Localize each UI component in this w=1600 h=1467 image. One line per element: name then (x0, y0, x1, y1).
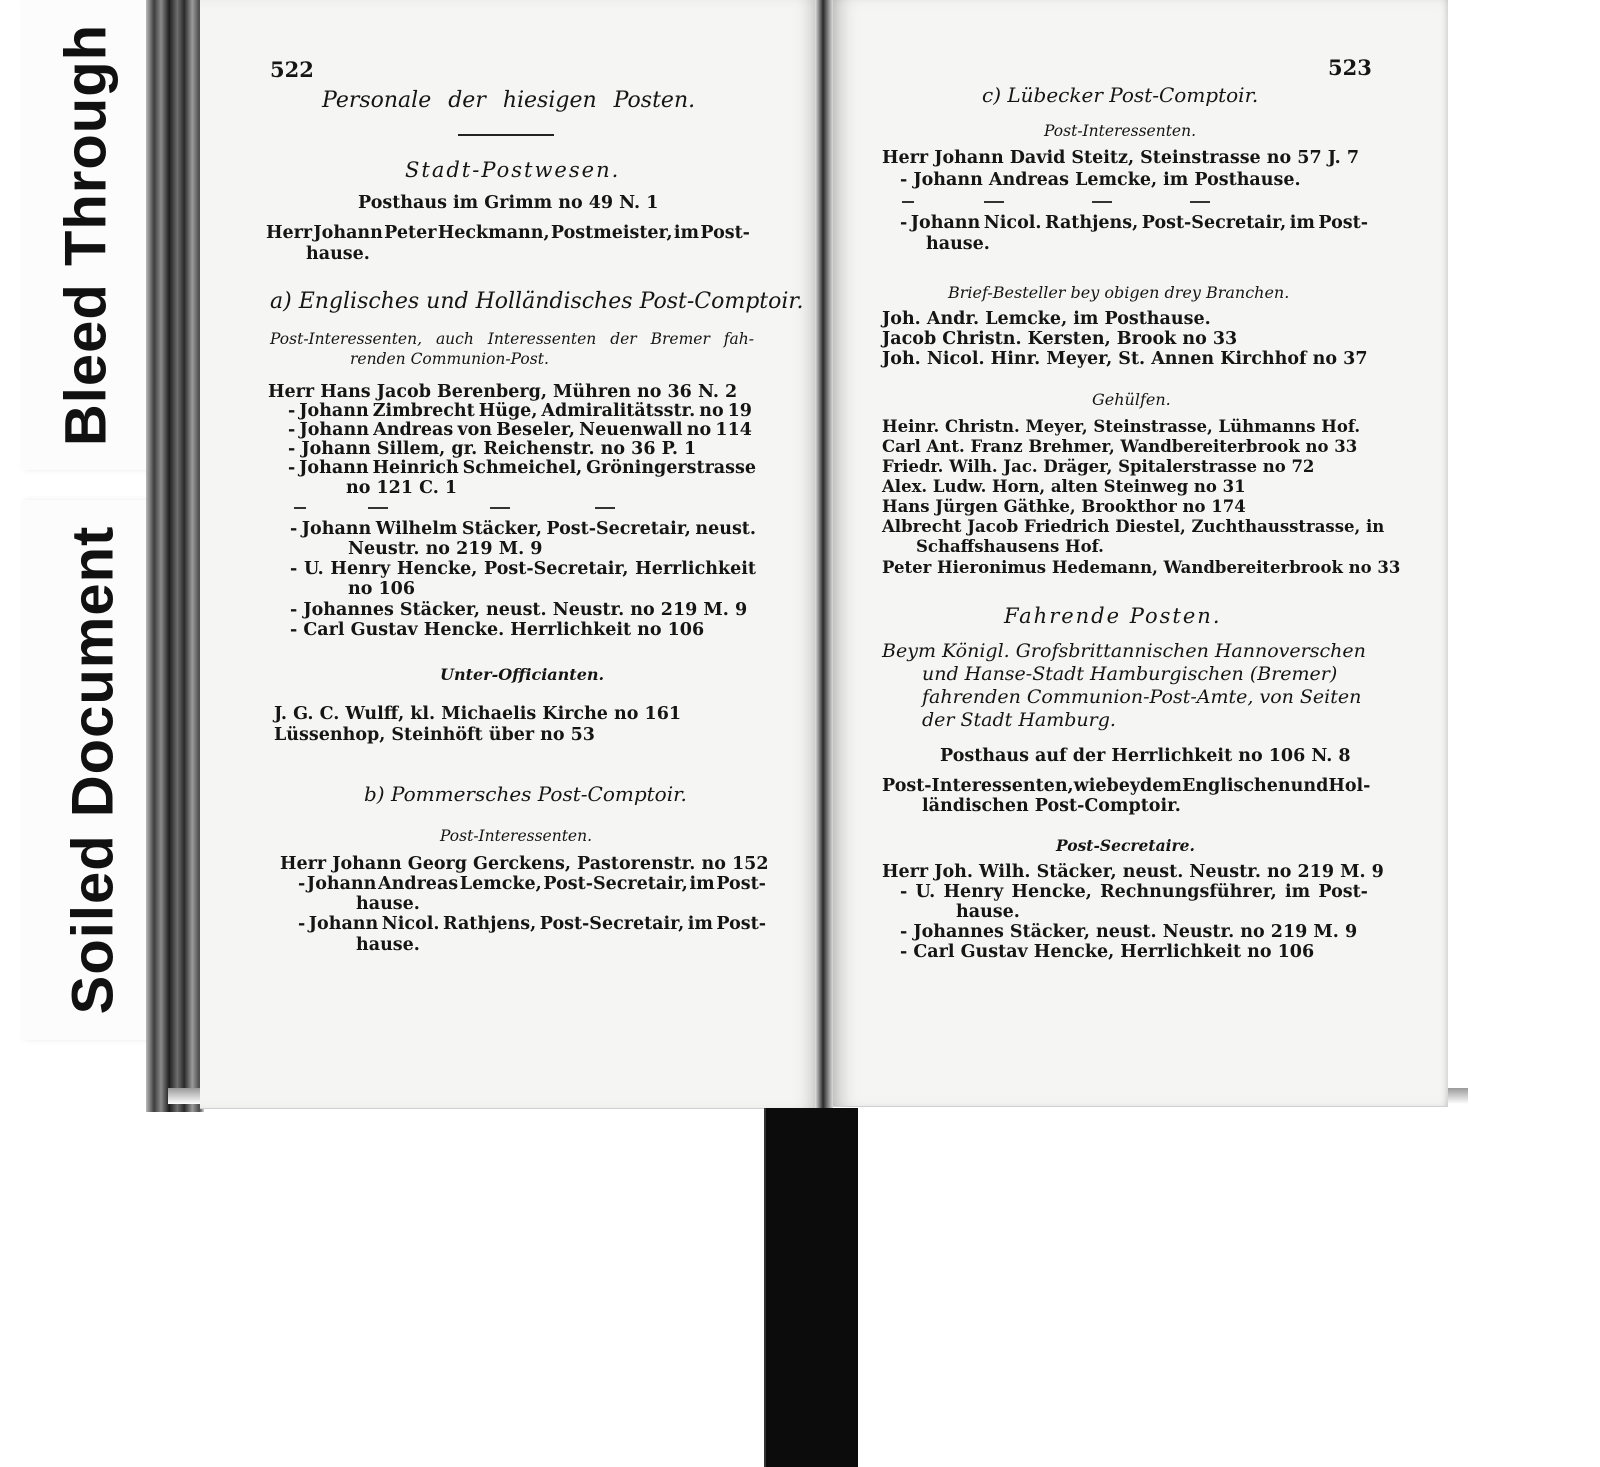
brief-besteller-heading: Brief-Besteller bey obigen drey Branchen. (948, 283, 1290, 302)
list-item: - Johann Andreas von Beseler, Neuenwall no 114 (288, 420, 752, 440)
section-b-sub: Post-Interessenten. (440, 827, 593, 845)
list-item: - Johannes Stäcker, neust. Neustr. no 219 M. 9 (900, 922, 1358, 942)
list-item-cont: hause. (356, 894, 420, 914)
bleed-through-label (22, 0, 150, 470)
interessenten-line-cont: ländischen Post-Comptoir. (922, 796, 1181, 816)
posthaus-line: Posthaus im Grimm no 49 N. 1 (358, 193, 659, 213)
list-item: Alex. Ludw. Horn, alten Steinweg no 31 (882, 477, 1246, 496)
list-item: J. G. C. Wulff, kl. Michaelis Kirche no 161 (274, 704, 682, 724)
section-c-sub: Post-Interessenten. (1044, 122, 1197, 140)
book-page-edge (146, 0, 204, 1112)
list-item: Herr Johann David Steitz, Steinstrasse no 57 J. 7 (882, 148, 1359, 168)
list-item-cont: hause. (956, 902, 1020, 922)
bookmark-ribbon (764, 1108, 858, 1467)
list-item: Jacob Christn. Kersten, Brook no 33 (882, 329, 1238, 349)
list-item-cont: hause. (926, 234, 990, 254)
list-item: Joh. Nicol. Hinr. Meyer, St. Annen Kirchhof no 37 (882, 349, 1368, 369)
page-title: Personale der hiesigen Posten. (322, 88, 696, 113)
list-item: Joh. Andr. Lemcke, im Posthause. (882, 309, 1211, 329)
ditto-dash (595, 507, 615, 509)
unter-officianten-heading: Unter-Officianten. (440, 665, 605, 684)
list-item-cont: Neustr. no 219 M. 9 (348, 539, 543, 559)
postmeister-line: Herr Johann Peter Heckmann, Postmeister, im Post- (266, 223, 750, 243)
list-item: Lüssenhop, Steinhöft über no 53 (274, 725, 595, 745)
list-item-cont: no 106 (348, 579, 416, 599)
soiled-document-label-text: Soiled Document (60, 525, 126, 1015)
fahrende-posten-heading: Fahrende Posten. (1004, 604, 1222, 628)
list-item: Heinr. Christn. Meyer, Steinstrasse, Lühmanns Hof. (882, 417, 1361, 436)
ditto-dash (1190, 201, 1210, 203)
stadt-postwesen-heading: Stadt-Postwesen. (405, 158, 621, 182)
list-item: Friedr. Wilh. Jac. Dräger, Spitalerstrasse no 72 (882, 457, 1315, 476)
left-page (200, 0, 820, 1109)
list-item: - Carl Gustav Hencke, Herrlichkeit no 106 (900, 942, 1315, 962)
list-item: Herr Hans Jacob Berenberg, Mühren no 36 N. 2 (268, 382, 738, 402)
book-gutter (815, 0, 833, 1108)
right-page (830, 0, 1448, 1107)
list-item-cont: hause. (356, 935, 420, 955)
list-item: - Johannes Stäcker, neust. Neustr. no 219 M. 9 (290, 600, 748, 620)
beym-line: Beym Königl. Grofsbrittannischen Hannoverschen (882, 640, 1366, 662)
list-item: Hans Jürgen Gäthke, Brookthor no 174 (882, 497, 1246, 516)
list-item-cont: no 121 C. 1 (346, 478, 458, 498)
list-item: - Johann Zimbrecht Hüge, Admiralitätsstr. no 19 (288, 401, 752, 421)
list-item: - Johann Nicol. Rathjens, Post-Secretair, im Post- (298, 914, 766, 934)
list-item: Herr Joh. Wilh. Stäcker, neust. Neustr. no 219 M. 9 (882, 862, 1384, 882)
list-item-cont: Schaffshausens Hof. (916, 537, 1104, 556)
list-item: - Johann Heinrich Schmeichel, Gröningerstrasse (288, 458, 756, 478)
list-item: - U. Henry Hencke, Post-Secretair, Herrlichkeit (290, 559, 756, 579)
ditto-dash (984, 201, 1004, 203)
interessenten-line: Post-Interessenten, wie bey dem Englischen und Hol- (882, 776, 1371, 796)
ditto-dash (294, 507, 306, 509)
list-item: Carl Ant. Franz Brehmer, Wandbereiterbrook no 33 (882, 437, 1358, 456)
list-item: Peter Hieronimus Hedemann, Wandbereiterbrook no 33 (882, 558, 1401, 577)
title-rule (458, 134, 554, 136)
soiled-document-label (22, 500, 164, 1040)
beym-line: der Stadt Hamburg. (922, 709, 1116, 731)
page-number: 522 (270, 57, 314, 82)
list-item: Herr Johann Georg Gerckens, Pastorenstr. no 152 (280, 854, 769, 874)
list-item: - U. Henry Hencke, Rechnungsführer, im Post- (900, 882, 1368, 902)
section-a-sub: Post-Interessenten, auch Interessenten der Bremer fah- (270, 330, 754, 348)
ditto-dash (1092, 201, 1112, 203)
list-item: - Johann Nicol. Rathjens, Post-Secretair, im Post- (900, 213, 1368, 233)
beym-line: und Hanse-Stadt Hamburgischen (Bremer) (922, 663, 1338, 685)
posthaus-line: Posthaus auf der Herrlichkeit no 106 N. 8 (940, 746, 1351, 766)
section-b-heading: b) Pommersches Post-Comptoir. (364, 782, 687, 806)
beym-line: fahrenden Communion-Post-Amte, von Seiten (922, 686, 1362, 708)
postmeister-line-cont: hause. (306, 244, 370, 264)
list-item: - Johann Sillem, gr. Reichenstr. no 36 P. 1 (288, 439, 697, 459)
post-secretaire-heading: Post-Secretaire. (1056, 836, 1195, 855)
gehuelfen-heading: Gehülfen. (1092, 390, 1171, 409)
section-a-sub-cont: renden Communion-Post. (350, 350, 549, 368)
list-item: - Carl Gustav Hencke. Herrlichkeit no 106 (290, 620, 705, 640)
section-a-heading: a) Englisches und Holländisches Post-Comptoir. (270, 289, 804, 314)
list-item: - Johann Andreas Lemcke, im Posthause. (900, 170, 1301, 190)
list-item: - Johann Wilhelm Stäcker, Post-Secretair, neust. (290, 519, 756, 539)
list-item: - Johann Andreas Lemcke, Post-Secretair, im Post- (298, 874, 766, 894)
page-number: 523 (1328, 55, 1372, 80)
section-c-heading: c) Lübecker Post-Comptoir. (982, 83, 1259, 107)
ditto-dash (902, 201, 914, 203)
ditto-dash (490, 507, 510, 509)
list-item: Albrecht Jacob Friedrich Diestel, Zuchthausstrasse, in (882, 517, 1385, 536)
ditto-dash (368, 507, 388, 509)
bleed-through-label-text: Bleed Through (53, 23, 119, 447)
